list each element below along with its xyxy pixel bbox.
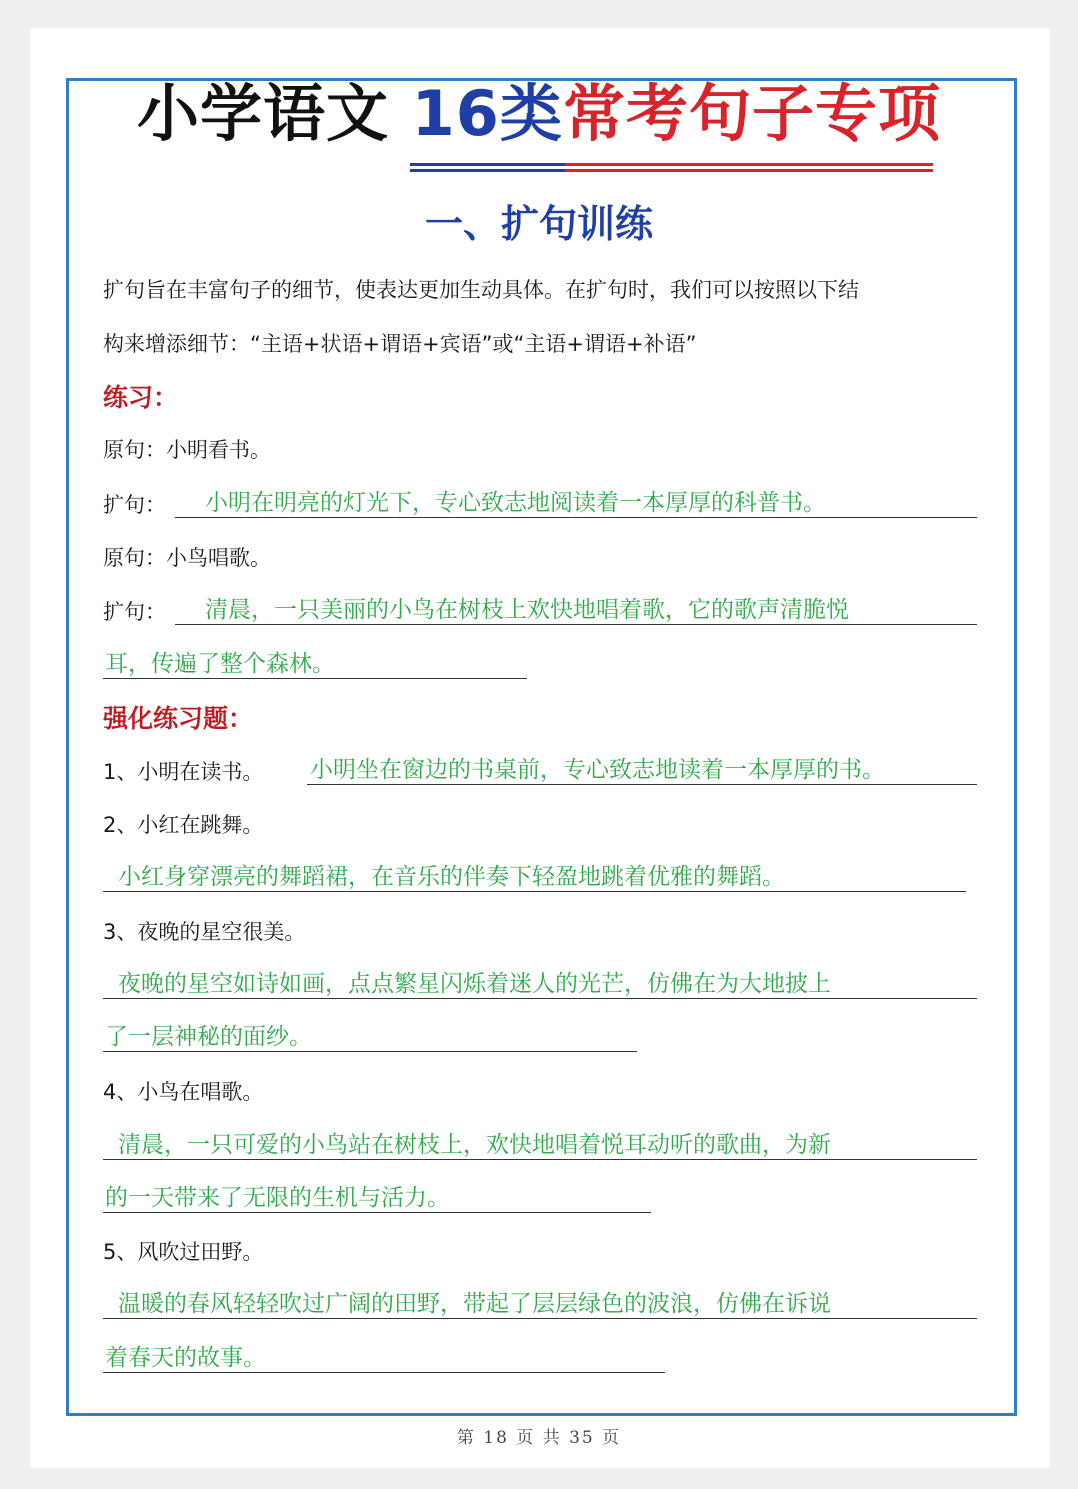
exercise-prompt-5: 5、风吹过田野。 [103, 1240, 264, 1264]
exercise-answer-3b: 了一层神秘的面纱。 [105, 1024, 312, 1050]
answer-underline [103, 891, 966, 892]
exercise-prompt-1: 1、小明在读书。 [103, 760, 264, 784]
orig-sentence-2 [103, 543, 271, 573]
exercise-answer-5b: 着春天的故事。 [105, 1345, 266, 1371]
expand-label-1: 扩句： [103, 493, 166, 517]
title-part-number: 16 [411, 77, 500, 150]
orig-label: 原句： [103, 438, 166, 462]
intro-line-1: 扩句旨在丰富句子的细节，使表达更加生动具体。在扩句时，我们可以按照以下结 [103, 278, 859, 302]
answer-underline [103, 1372, 665, 1373]
answer-underline [103, 998, 977, 999]
title-underline [410, 163, 933, 173]
exercise-prompt-2: 2、小红在跳舞。 [103, 813, 264, 837]
exercise-answer-5a: 温暖的春风轻轻吹过广阔的田野，带起了层层绿色的波浪，仿佛在诉说 [118, 1291, 831, 1317]
title-part-red: 常考句子专项 [562, 77, 941, 150]
answer-underline [103, 1212, 651, 1213]
practice-heading: 练习： [103, 383, 179, 412]
expand-answer-1: 小明在明亮的灯光下，专心致志地阅读着一本厚厚的科普书。 [205, 490, 826, 516]
answer-underline [175, 517, 977, 518]
exercise-prompt-4: 4、小鸟在唱歌。 [103, 1080, 264, 1104]
expand-label-2: 扩句： [103, 600, 166, 624]
section-title: 一、扩句训练 [424, 202, 653, 246]
exercise-heading: 强化练习题： [103, 704, 254, 733]
page-number-footer: 第 18 页 共 35 页 [456, 1428, 622, 1448]
title-part-blue: 类 [499, 77, 563, 150]
orig-text: 小鸟唱歌。 [166, 546, 271, 570]
answer-underline [307, 784, 977, 785]
exercise-answer-4b: 的一天带来了无限的生机与活力。 [105, 1185, 450, 1211]
page-title [0, 72, 1078, 156]
exercise-answer-2: 小红身穿漂亮的舞蹈裙，在音乐的伴奏下轻盈地跳着优雅的舞蹈。 [118, 864, 785, 890]
expand-answer-2a: 清晨，一只美丽的小鸟在树枝上欢快地唱着歌，它的歌声清脆悦 [205, 597, 849, 623]
answer-underline [103, 678, 527, 679]
expand-answer-2b: 耳，传遍了整个森林。 [105, 651, 335, 677]
answer-underline [103, 1159, 977, 1160]
exercise-prompt-3: 3、夜晚的星空很美。 [103, 920, 306, 944]
title-part-black: 小学语文 [137, 77, 390, 150]
answer-underline [175, 624, 977, 625]
answer-underline [103, 1051, 637, 1052]
exercise-answer-4a: 清晨，一只可爱的小鸟站在树枝上，欢快地唱着悦耳动听的歌曲，为新 [118, 1132, 831, 1158]
exercise-answer-1: 小明坐在窗边的书桌前，专心致志地读着一本厚厚的书。 [310, 757, 885, 783]
exercise-answer-3a: 夜晚的星空如诗如画，点点繁星闪烁着迷人的光芒，仿佛在为大地披上 [118, 971, 831, 997]
orig-label: 原句： [103, 546, 166, 570]
intro-line-2: 构来增添细节：“主语+状语+谓语+宾语”或“主语+谓语+补语” [103, 332, 697, 356]
orig-sentence-1 [103, 435, 271, 465]
orig-text: 小明看书。 [166, 438, 271, 462]
answer-underline [103, 1318, 977, 1319]
